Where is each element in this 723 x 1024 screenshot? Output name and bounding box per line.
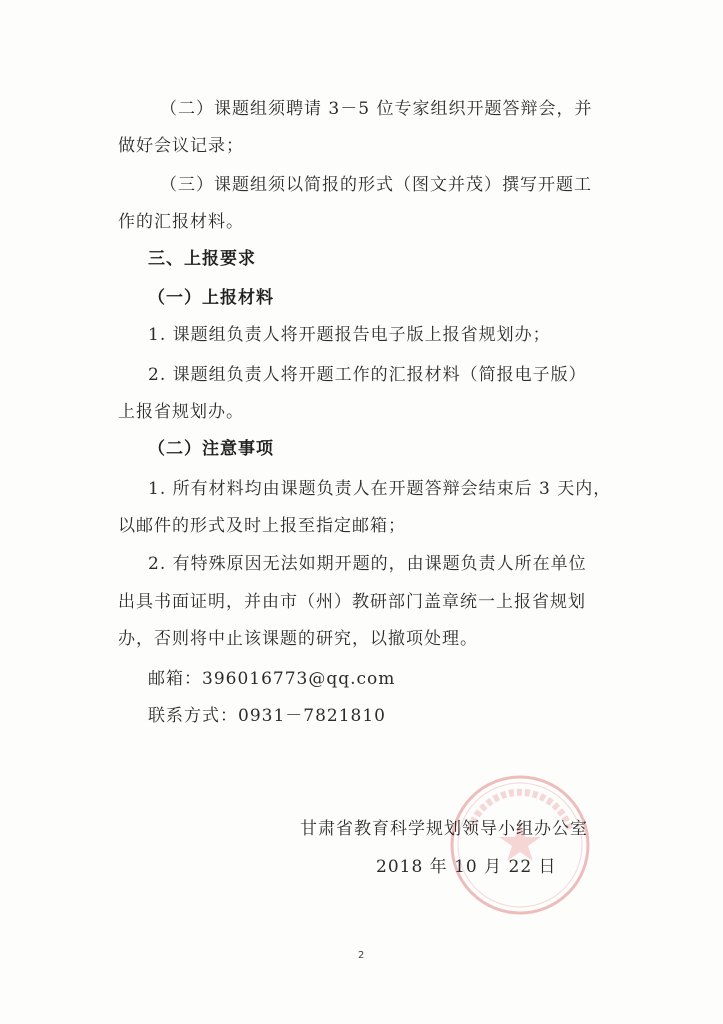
section-heading: 三、上报要求 xyxy=(148,249,256,269)
list-item: 1. 所有材料均由课题负责人在开题答辩会结束后 3 天内， xyxy=(148,479,612,499)
list-item-continuation: 上报省规划办。 xyxy=(118,402,244,422)
signature-org: 甘肃省教育科学规划领导小组办公室 xyxy=(300,819,588,839)
list-item: 2. 课题组负责人将开题工作的汇报材料（简报电子版） xyxy=(148,365,587,385)
paragraph-line: 做好会议记录； xyxy=(118,136,244,156)
list-item: 1. 课题组负责人将开题报告电子版上报省规划办； xyxy=(148,325,551,345)
email-line: 邮箱：396016773@qq.com xyxy=(148,669,396,689)
list-item: 2. 有特殊原因无法如期开题的，由课题负责人所在单位 xyxy=(148,554,587,574)
phone-line: 联系方式：0931－7821810 xyxy=(148,706,386,726)
list-item-continuation: 办，否则将中止该课题的研究，以撤项处理。 xyxy=(118,629,478,649)
list-item-continuation: 以邮件的形式及时上报至指定邮箱； xyxy=(118,516,406,536)
official-seal xyxy=(445,770,595,920)
signature-date: 2018 年 10 月 22 日 xyxy=(376,857,557,877)
subsection-heading: （二）注意事项 xyxy=(148,439,274,459)
paragraph-line: （二）课题组须聘请 3－5 位专家组织开题答辩会，并 xyxy=(160,99,593,119)
paragraph-line: 作的汇报材料。 xyxy=(118,212,244,232)
list-item-continuation: 出具书面证明，并由市（州）教研部门盖章统一上报省规划 xyxy=(118,592,586,612)
page-number: 2 xyxy=(358,950,365,961)
subsection-heading: （一）上报材料 xyxy=(148,288,274,308)
paragraph-line: （三）课题组须以简报的形式（图文并茂）撰写开题工 xyxy=(160,175,592,195)
